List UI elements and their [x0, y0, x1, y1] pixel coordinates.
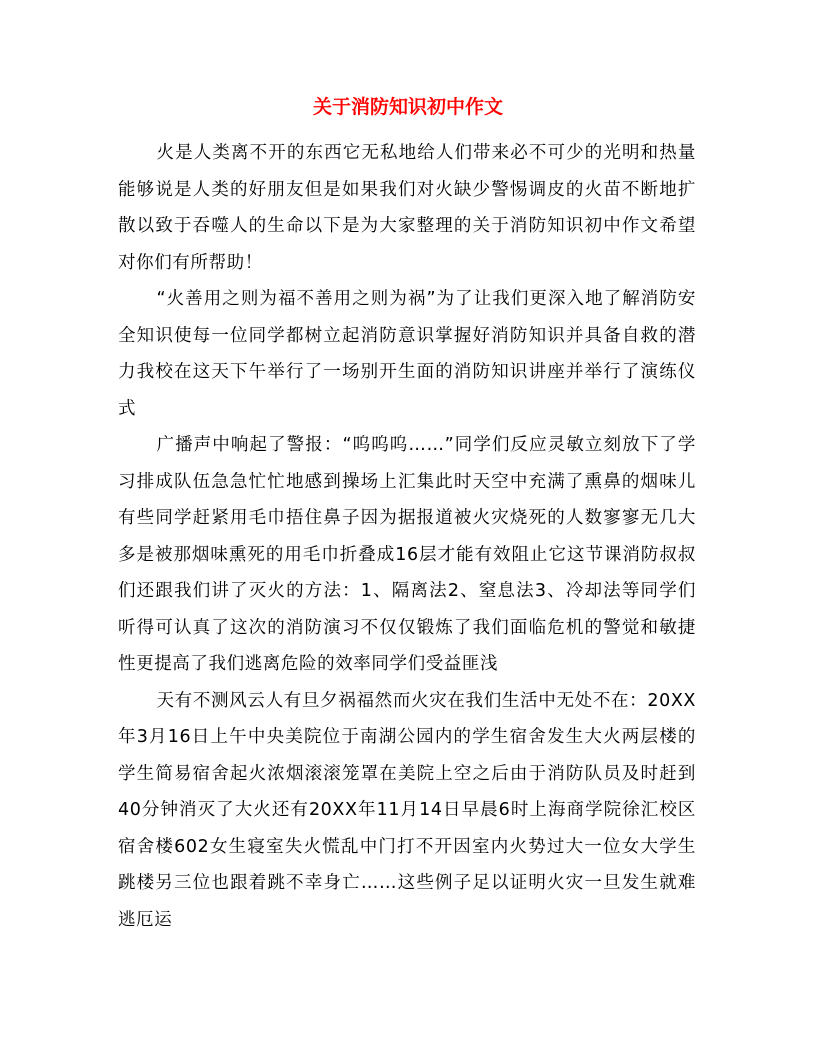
paragraph-drill: 广播声中响起了警报：“呜呜呜……”同学们反应灵敏立刻放下了学习排成队伍急急忙忙地感到操场上汇集此时天空中充满了熏鼻的烟味儿有些同学赶紧用毛巾捂住鼻子因为据报道被火灾烧死的人数寥寥无几大多是被那烟味熏死的用毛巾折叠成16层才能有效阻止它这节课消防叔叔们还跟我们讲了灭火的方法：1、隔离法2、窒息法3、冷却法等同学们听得可认真了这次的消防演习不仅仅锻炼了我们面临危机的警觉和敏捷性更提高了我们逃离危险的效率同学们受益匪浅 — [118, 435, 696, 674]
document-body — [118, 135, 696, 938]
paragraph-intro: 火是人类离不开的东西它无私地给人们带来必不可少的光明和热量能够说是人类的好朋友但是如果我们对火缺少警惕调皮的火苗不断地扩散以致于吞噬人的生命以下是为大家整理的关于消防知识初中作文希望对你们有所帮助！ — [118, 143, 696, 273]
document-title: 关于消防知识初中作文 — [312, 96, 503, 118]
paragraph-examples: 天有不测风云人有旦夕祸福然而火灾在我们生活中无处不在：20XX年3月16日上午中央美院位于南湖公园内的学生宿舍发生大火两层楼的学生简易宿舍起火浓烟滚滚笼罩在美院上空之后由于消防队员及时赶到40分钟消灭了大火还有20XX年11月14日早晨6时上海商学院徐汇校区宿舍楼602女生寝室失火慌乱中门打不开因室内火势过大一位女大学生跳楼另三位也跟着跳不幸身亡……这些例子足以证明火灾一旦发生就难逃厄运 — [118, 690, 696, 930]
paragraph-quote: “火善用之则为福不善用之则为祸”为了让我们更深入地了解消防安全知识使每一位同学都树立起消防意识掌握好消防知识并具备自救的潜力我校在这天下午举行了一场别开生面的消防知识讲座并举行了演练仪式 — [118, 289, 696, 419]
